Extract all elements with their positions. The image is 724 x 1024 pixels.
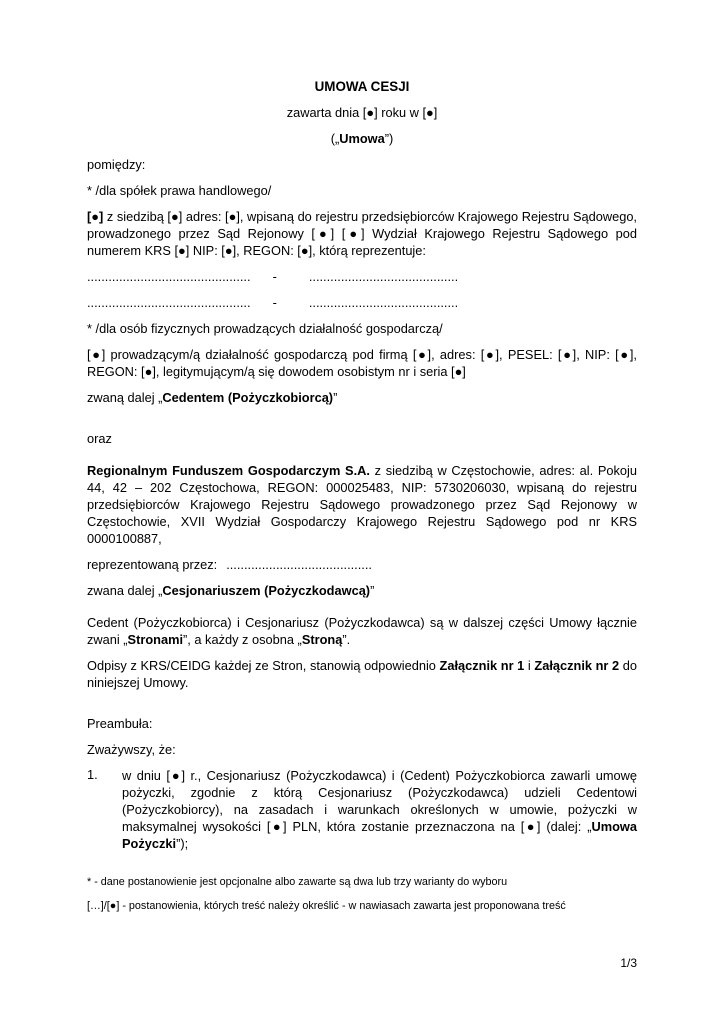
cesjonariusz-bold: Cesjonariuszem (Pożyczkodawcą): [162, 583, 371, 598]
signature-dots-row-1: [87, 268, 637, 285]
company-text: z siedzibą [●] adres: [●], wpisaną do rejestru przedsiębiorców Krajowego Rejestru Sądowego, prowadzonego przez Sąd Rejonowy [●] [●] Wydział Krajowego Rejestru Sądowego pod numerem KRS [●] NIP: [●], REGON: [●], którą reprezentuje:: [87, 209, 637, 258]
strony-r2: ”, a każdy z osobna „: [183, 632, 302, 647]
odpisy-r3: do niniejszej Umowy.: [87, 658, 638, 690]
odpisy-b2: Załącznik nr 2: [534, 658, 620, 673]
umowa-line: [87, 130, 637, 147]
cedent-line: [87, 389, 637, 406]
cedent-post: ”: [333, 390, 338, 405]
recital-text: [122, 767, 637, 852]
oraz-line: oraz: [87, 431, 112, 446]
strony-paragraph: [87, 614, 637, 648]
dots-left: ..............................................: [87, 269, 251, 284]
dots-dash: -: [272, 269, 277, 284]
footnote-1: * - dane postanowienie jest opcjonalne albo zawarte są dwa lub trzy warianty do wyboru: [87, 876, 508, 888]
dots-right: ..........................................: [308, 295, 459, 310]
recital-r2: ”);: [176, 836, 189, 851]
person-paragraph: [●] prowadzącym/ą działalność gospodarczą pod firmą [●], adres: [●], PESEL: [●], NIP: [●], REGON: [●], legitymującym/ą się dowodem osobistym nr i seria [●]: [87, 347, 637, 379]
company-bullet: [●]: [87, 209, 104, 224]
dots-right: ..........................................: [308, 269, 459, 284]
company-paragraph: [87, 208, 637, 259]
rfg-text: z siedzibą w Częstochowie, adres: al. Pokoju 44, 42 – 202 Częstochowa, REGON: 000025483, NIP: 5730206030, wpisaną do rejestru przedsiębiorców Krajowego Rejestru Sądowego prowadzonego przez Sąd Rejonowy w Częstochowie, XVII Wydział Gospodarczy Krajowego Rejestru Sądowego pod nr KRS 0000100887,: [87, 463, 637, 546]
dots-left: ..............................................: [87, 295, 251, 310]
representative-line: [87, 556, 637, 573]
recital-number: 1.: [87, 767, 98, 782]
odpisy-r2: i: [524, 658, 535, 673]
dots-dash: -: [272, 295, 277, 310]
variant1-label: * /dla spółek prawa handlowego/: [87, 183, 272, 198]
pomiedzy-line: pomiędzy:: [87, 157, 146, 172]
odpisy-b1: Załącznik nr 1: [439, 658, 525, 673]
strony-b2: Stroną: [301, 632, 343, 647]
rfg-paragraph: [87, 462, 637, 547]
cesjonariusz-post: ”: [370, 583, 375, 598]
strony-b1: Stronami: [127, 632, 184, 647]
strony-r1: Cedent (Pożyczkobiorca) i Cesjonariusz (Pożyczkodawca) są w dalszej części Umowy łącznie zwani „: [87, 615, 637, 647]
variant2-label: * /dla osób fizycznych prowadzących działalność gospodarczą/: [87, 321, 443, 336]
cesjonariusz-line: [87, 582, 637, 599]
document-title: UMOWA CESJI: [314, 79, 410, 94]
zwazywszy-line: Zważywszy, że:: [87, 742, 176, 757]
preambula-heading: Preambuła:: [87, 716, 153, 731]
odpisy-r1: Odpisy z KRS/CEIDG każdej ze Stron, stanowią odpowiednio: [87, 658, 440, 673]
recital-r1: w dniu [●] r., Cesjonariusz (Pożyczkodawca) i (Cedent) Pożyczkobiorca zawarli umowę pożyczki, zgodnie z którą Cesjonariusz (Pożyczkodawca) udzieli Cedentowi (Pożyczkobiorcy), na zasadach i warunkach określonych w umowie, pożyczki w maksymalnej wysokości [●] PLN, która zostanie przeznaczona na [●] (dalej: „: [122, 768, 637, 834]
date-line: zawarta dnia [●] roku w [●]: [286, 105, 438, 120]
rfg-name: Regionalnym Funduszem Gospodarczym S.A.: [87, 463, 370, 478]
page-number: 1/3: [620, 956, 637, 970]
strony-r3: ”.: [342, 632, 351, 647]
recital-b1: Umowa Pożyczki: [122, 819, 637, 851]
cesjonariusz-pre: zwana dalej „: [87, 583, 163, 598]
cedent-pre: zwaną dalej „: [87, 390, 163, 405]
representative-dots: .........................................: [226, 557, 372, 572]
cedent-bold: Cedentem (Pożyczkobiorcą): [162, 390, 334, 405]
umowa-line-bold: Umowa: [339, 131, 385, 146]
signature-dots-row-2: [87, 294, 637, 311]
umowa-line-post: ”): [384, 131, 394, 146]
odpisy-paragraph: [87, 657, 637, 691]
umowa-line-pre: („: [330, 131, 340, 146]
recital-item-1: [87, 767, 637, 861]
footnote-2: […]/[●] - postanowienia, których treść należy określić - w nawiasach zawarta jest proponowana treść: [87, 900, 566, 912]
representative-label: reprezentowaną przez:: [87, 557, 218, 572]
